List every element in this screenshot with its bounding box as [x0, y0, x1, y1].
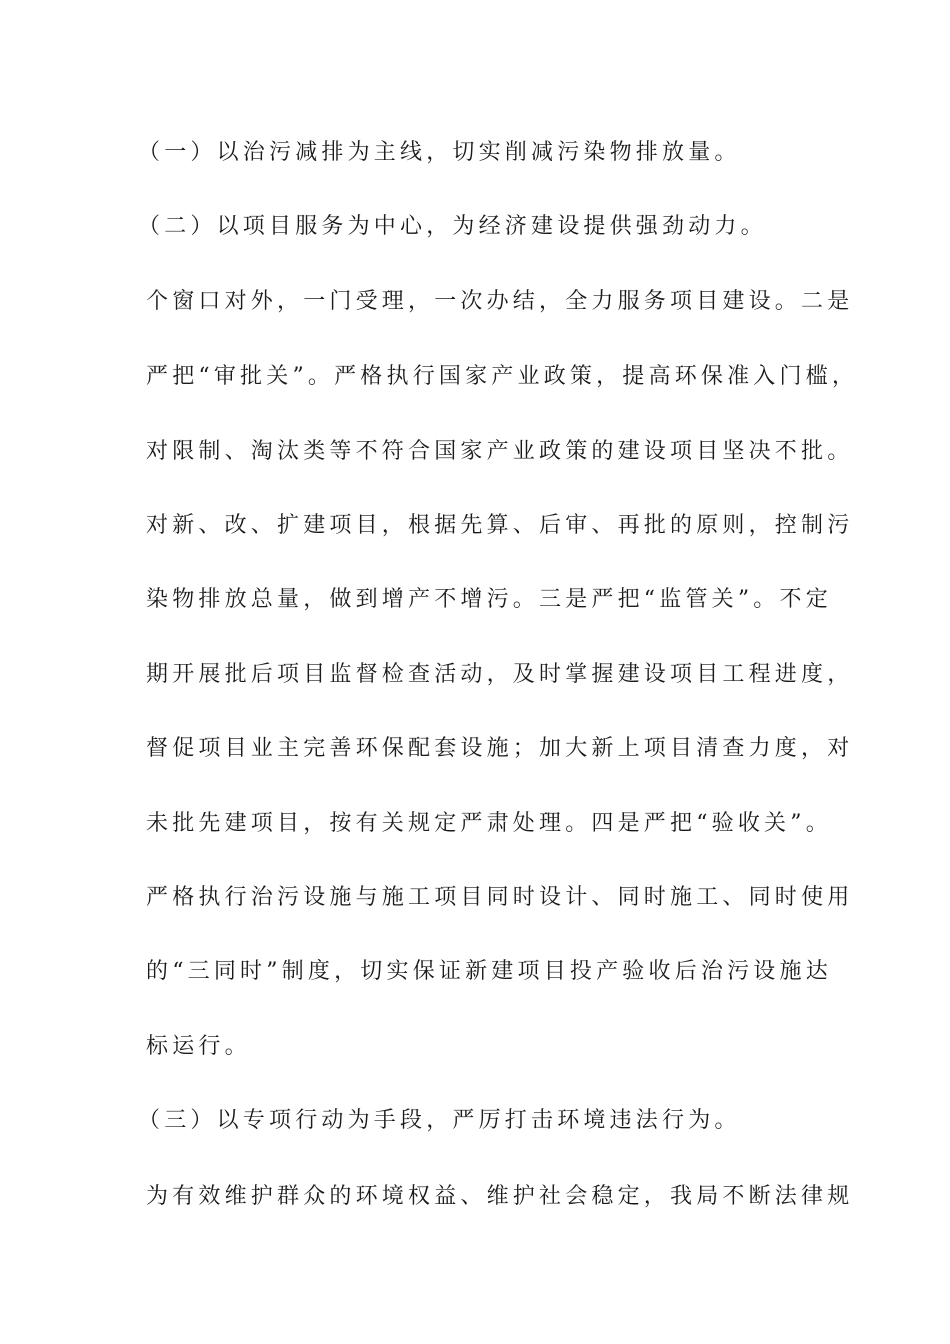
- paragraph-line: 督促项目业主完善环保配套设施；加大新上项目清查力度，对: [146, 736, 854, 761]
- paragraph-line: 个窗口对外，一门受理，一次办结，全力服务项目建设。二是: [146, 289, 854, 314]
- paragraph-line: 的“三同时”制度，切实保证新建项目投产验收后治污设施达: [146, 959, 832, 984]
- paragraph-line: 期开展批后项目监督检查活动，及时掌握建设项目工程进度，: [146, 662, 854, 687]
- paragraph-line: 未批先建项目，按有关规定严肃处理。四是严把“验收关”。: [146, 811, 832, 836]
- section-heading-3: （三）以专项行动为手段，严厉打击环境违法行为。: [138, 1108, 741, 1133]
- section-heading-1: （一）以治污减排为主线，切实削减污染物排放量。: [138, 140, 741, 165]
- paragraph-line: 染物排放总量，做到增产不增污。三是严把“监管关”。不定: [146, 587, 832, 612]
- paragraph-line: 标运行。: [146, 1034, 251, 1059]
- paragraph-line: 严格执行治污设施与施工项目同时设计、同时施工、同时使用: [146, 885, 854, 910]
- paragraph-line: 对限制、淘汰类等不符合国家产业政策的建设项目坚决不批。: [146, 439, 854, 464]
- paragraph-line: 严把“审批关”。严格执行国家产业政策，提高环保准入门槛，: [146, 364, 859, 389]
- section-heading-2: （二）以项目服务为中心，为经济建设提供强劲动力。: [138, 214, 767, 239]
- paragraph-line: 为有效维护群众的环境权益、维护社会稳定，我局不断法律规: [146, 1184, 854, 1209]
- paragraph-line: 对新、改、扩建项目，根据先算、后审、再批的原则，控制污: [146, 513, 854, 538]
